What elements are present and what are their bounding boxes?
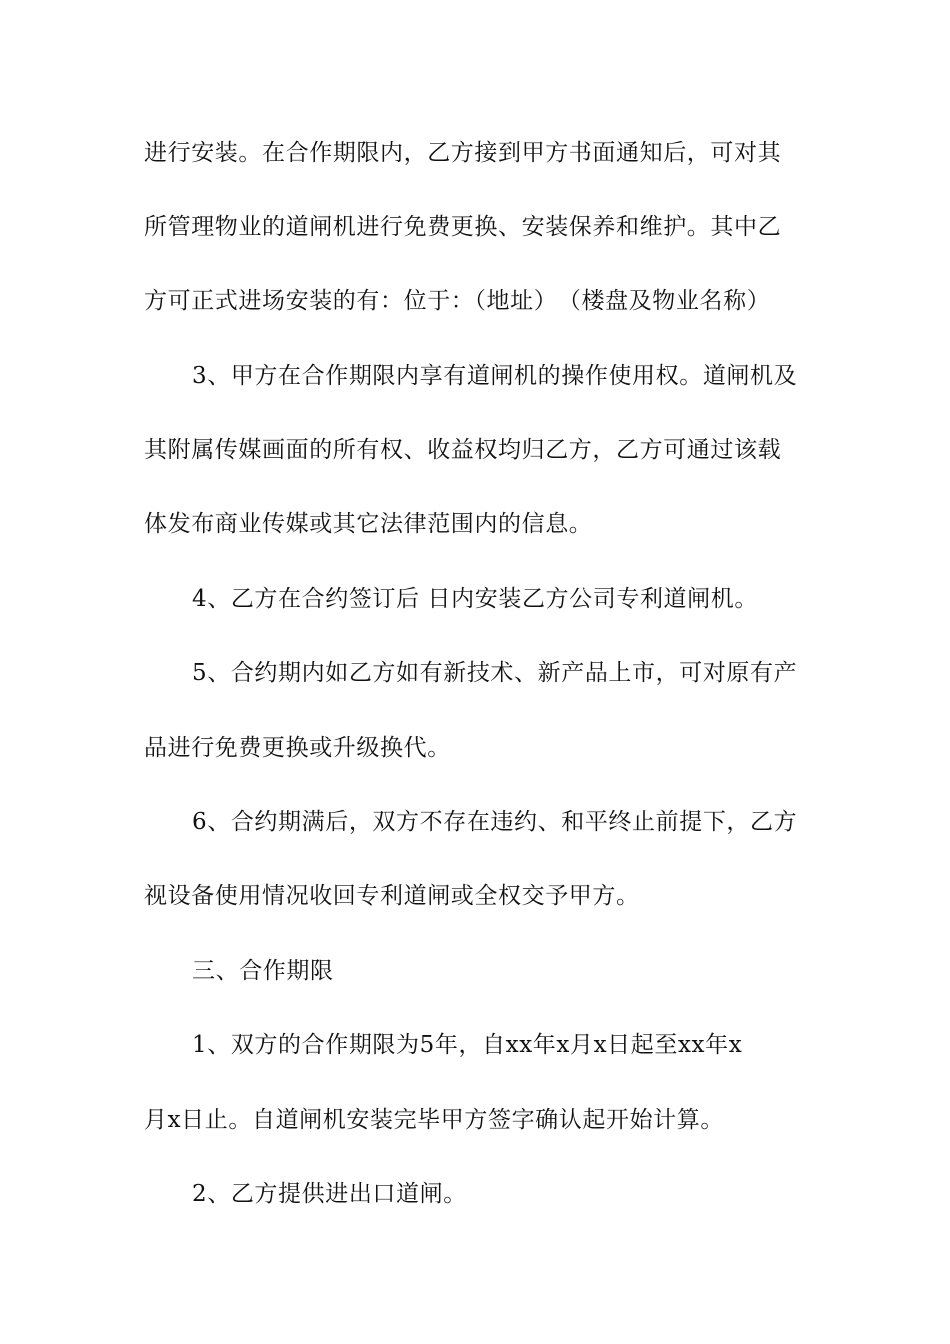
paragraph-line: 6、合约期满后，双方不存在违约、和平终止前提下，乙方 (192, 809, 798, 835)
paragraph-line: 体发布商业传媒或其它法律范围内的信息。 (144, 511, 593, 537)
paragraph-line: 进行安装。在合作期限内，乙方接到甲方书面通知后，可对其 (144, 140, 782, 166)
section-heading: 三、合作期限 (192, 958, 334, 984)
paragraph-line: 2、乙方提供进出口道闸。 (192, 1181, 467, 1207)
paragraph-line: 月x日止。自道闸机安装完毕甲方签字确认起开始计算。 (144, 1107, 724, 1133)
paragraph-line: 4、乙方在合约签订后 日内安装乙方公司专利道闸机。 (192, 586, 758, 612)
paragraph-line: 5、合约期内如乙方如有新技术、新产品上市，可对原有产 (192, 660, 798, 686)
paragraph-line: 视设备使用情况收回专利道闸或全权交予甲方。 (144, 883, 640, 909)
paragraph-line: 品进行免费更换或升级换代。 (144, 735, 451, 761)
paragraph-line: 3、甲方在合作期限内享有道闸机的操作使用权。道闸机及 (192, 363, 798, 389)
paragraph-line: 所管理物业的道闸机进行免费更换、安装保养和维护。其中乙 (144, 214, 782, 240)
paragraph-line: 1、双方的合作期限为5年，自xx年x月x日起至xx年x (192, 1032, 743, 1058)
paragraph-line: 其附属传媒画面的所有权、收益权均归乙方，乙方可通过该载 (144, 437, 782, 463)
paragraph-line: 方可正式进场安装的有：位于：（地址） （楼盘及物业名称） (144, 288, 771, 314)
